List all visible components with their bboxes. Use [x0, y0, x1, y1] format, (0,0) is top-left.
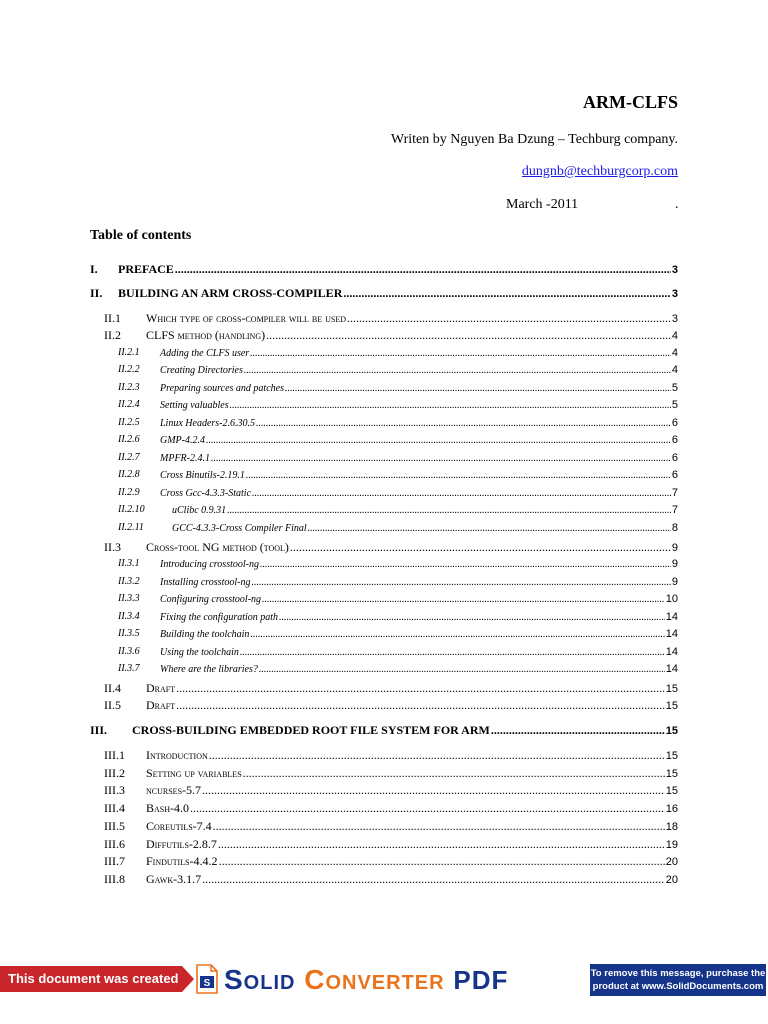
toc-entry-line: [146, 681, 678, 696]
brand-pdf: PDF: [453, 965, 509, 995]
toc-entry-line: [172, 504, 678, 516]
toc-entry[interactable]: [0, 347, 768, 365]
toc-entry-number: II.2.9: [118, 487, 140, 498]
toc-leader-dots: [256, 418, 671, 429]
toc-entry-line: [160, 558, 678, 570]
toc-leader-dots: [259, 664, 665, 675]
toc-entry-title: Introduction: [146, 748, 208, 762]
toc-entry-page: 3: [671, 288, 678, 300]
toc-leader-dots: [244, 365, 671, 376]
toc-entry[interactable]: [0, 819, 768, 837]
toc-entry-page: 9: [671, 542, 678, 554]
toc-heading: Table of contents: [90, 228, 192, 243]
created-using-label: This document was created using: [0, 966, 182, 992]
toc-entry-number: II.3.2: [118, 576, 140, 587]
toc-entry[interactable]: [0, 723, 768, 741]
toc-entry-page: 20: [665, 874, 678, 886]
toc-entry-line: [146, 328, 678, 343]
toc-entry-number: I.: [90, 262, 98, 276]
toc-leader-dots: [285, 383, 671, 394]
toc-entry[interactable]: [0, 698, 768, 716]
toc-entry-line: [132, 723, 678, 738]
toc-entry-page: 15: [665, 725, 678, 737]
toc-entry-line: [160, 628, 678, 640]
toc-leader-dots: [250, 629, 664, 640]
toc-entry-line: [146, 801, 678, 816]
toc-entry-number: II.3.3: [118, 593, 140, 604]
toc-entry[interactable]: [0, 872, 768, 890]
toc-entry[interactable]: [0, 854, 768, 872]
toc-entry-number: II.2.4: [118, 399, 140, 410]
toc-entry[interactable]: [0, 593, 768, 611]
toc-entry-page: 7: [671, 487, 678, 499]
toc-entry-page: 18: [665, 821, 678, 833]
toc-entry-title: Which type of cross-compiler will be used: [146, 311, 347, 325]
toc-leader-dots: [202, 783, 665, 798]
toc-entry-number: II.2.1: [118, 347, 140, 358]
toc-entry-page: 10: [665, 593, 678, 605]
toc-entry-title: ncurses-5.7: [146, 783, 202, 797]
toc-leader-dots: [491, 723, 665, 738]
toc-entry-number: II.1: [104, 311, 121, 325]
toc-entry[interactable]: [0, 558, 768, 576]
toc-entry-line: [160, 399, 678, 411]
toc-leader-dots: [250, 348, 671, 359]
toc-entry-title: Using the toolchain: [160, 647, 239, 658]
brand-solid: Solid: [224, 964, 296, 995]
toc-entry-number: III.3: [104, 783, 125, 797]
toc-entry-page: 6: [671, 434, 678, 446]
toc-entry-line: [146, 766, 678, 781]
toc-entry-page: 14: [665, 611, 678, 623]
toc-entry-page: 15: [665, 750, 678, 762]
author-email-link[interactable]: dungnb@techburgcorp.com: [521, 164, 678, 179]
solid-converter-logo: [224, 964, 508, 996]
document-logo-icon: [195, 964, 219, 994]
toc-entry-title: CLFS method (handling): [146, 328, 266, 342]
toc-entry-page: 6: [671, 452, 678, 464]
toc-entry-line: [160, 593, 678, 605]
toc-leader-dots: [218, 837, 665, 852]
date-trailing-dot: .: [675, 197, 679, 212]
toc-entry-page: 9: [671, 558, 678, 570]
toc-entry[interactable]: [0, 766, 768, 784]
toc-entry-number: III.8: [104, 872, 125, 886]
toc-entry-line: [172, 522, 678, 534]
toc-entry-number: III.4: [104, 801, 125, 815]
toc-entry-page: 5: [671, 399, 678, 411]
toc-entry-title: GCC-4.3.3-Cross Compiler Final: [172, 523, 307, 534]
toc-entry-line: [146, 819, 678, 834]
toc-leader-dots: [243, 766, 665, 781]
toc-leader-dots: [240, 647, 665, 658]
toc-entry-title: Creating Directories: [160, 365, 243, 376]
toc-entry-title: Draft: [146, 681, 176, 695]
toc-entry-page: 9: [671, 576, 678, 588]
toc-entry-title: Coreutils-7.4: [146, 819, 212, 833]
toc-entry[interactable]: [0, 452, 768, 470]
toc-entry[interactable]: [0, 748, 768, 766]
toc-entry-title: MPFR-2.4.1: [160, 453, 210, 464]
toc-leader-dots: [290, 540, 671, 555]
toc-entry-title: Cross Binutils-2.19.1: [160, 470, 245, 481]
toc-entry-number: III.: [90, 723, 108, 737]
toc-leader-dots: [347, 311, 671, 326]
toc-leader-dots: [206, 435, 671, 446]
toc-leader-dots: [251, 577, 670, 588]
toc-entry-line: [146, 748, 678, 763]
toc-entry-title: Fixing the configuration path: [160, 612, 279, 623]
toc-entry-page: 14: [665, 646, 678, 658]
toc-entry-number: II.2.2: [118, 364, 140, 375]
toc-entry-line: [160, 452, 678, 464]
toc-leader-dots: [175, 262, 671, 277]
toc-entry-number: II.3: [104, 540, 121, 554]
toc-entry-page: 3: [671, 264, 678, 276]
toc-entry[interactable]: [0, 417, 768, 435]
toc-leader-dots: [176, 698, 665, 713]
toc-leader-dots: [279, 612, 665, 623]
toc-leader-dots: [211, 453, 671, 464]
toc-entry-line: [146, 872, 678, 887]
toc-entry[interactable]: [0, 783, 768, 801]
toc-entry-page: 6: [671, 469, 678, 481]
toc-entry-line: [160, 469, 678, 481]
toc-entry-title: Linux Headers-2.6.30.5: [160, 418, 255, 429]
toc-entry-title: Adding the CLFS user: [160, 348, 250, 359]
toc-entry-line: [160, 364, 678, 376]
toc-entry-line: [160, 347, 678, 359]
toc-entry-page: 14: [665, 628, 678, 640]
toc-entry-number: II.2: [104, 328, 121, 342]
toc-entry-number: II.: [90, 286, 103, 300]
toc-entry-title: Cross Gcc-4.3.3-Static: [160, 488, 252, 499]
toc-entry-number: II.2.10: [118, 504, 145, 515]
toc-entry-number: III.6: [104, 837, 125, 851]
toc-entry-line: [160, 576, 678, 588]
toc-entry-title: uClibc 0.9.31: [172, 505, 227, 516]
toc-entry-number: II.2.7: [118, 452, 140, 463]
toc-entry-title: Findutils-4.4.2: [146, 854, 218, 868]
toc-entry-page: 15: [665, 683, 678, 695]
toc-entry-page: 15: [665, 768, 678, 780]
toc-entry-title: Diffutils-2.8.7: [146, 837, 217, 851]
toc-entry[interactable]: [0, 487, 768, 505]
toc-entry-title: BUILDING AN ARM CROSS-COMPILER: [118, 286, 343, 300]
toc-leader-dots: [202, 872, 665, 887]
toc-entry-title: Setting valuables: [160, 400, 229, 411]
toc-entry-page: 4: [671, 364, 678, 376]
toc-entry-page: 15: [665, 785, 678, 797]
toc-leader-dots: [176, 681, 665, 696]
toc-entry-line: [146, 854, 678, 869]
toc-entry[interactable]: [0, 262, 768, 280]
toc-entry[interactable]: [0, 328, 768, 346]
toc-entry-number: II.4: [104, 681, 121, 695]
toc-entry-number: II.2.8: [118, 469, 140, 480]
brand-converter: Converter: [304, 964, 445, 995]
toc-entry-line: [160, 487, 678, 499]
toc-entry-number: II.3.1: [118, 558, 140, 569]
toc-leader-dots: [252, 488, 671, 499]
toc-entry-page: 4: [671, 347, 678, 359]
toc-entry-line: [160, 382, 678, 394]
toc-entry[interactable]: [0, 434, 768, 452]
toc-entry-title: Configuring crosstool-ng: [160, 594, 262, 605]
toc-entry[interactable]: [0, 646, 768, 664]
toc-entry-line: [146, 698, 678, 713]
toc-entry-title: Gawk-3.1.7: [146, 872, 202, 886]
purchase-note-line2: product at www.SolidDocuments.com: [592, 981, 764, 992]
toc-entry-line: [118, 262, 678, 277]
toc-entry-line: [146, 783, 678, 798]
toc-entry[interactable]: [0, 522, 768, 540]
toc-entry-line: [160, 417, 678, 429]
toc-entry[interactable]: [0, 801, 768, 819]
converter-watermark-banner[interactable]: [0, 962, 768, 1012]
toc-entry-title: CROSS-BUILDING EMBEDDED ROOT FILE SYSTEM FOR ARM: [132, 723, 490, 737]
toc-leader-dots: [190, 801, 665, 816]
toc-leader-dots: [209, 748, 665, 763]
toc-entry[interactable]: [0, 364, 768, 382]
toc-leader-dots: [213, 819, 665, 834]
toc-leader-dots: [260, 559, 671, 570]
toc-entry-line: [146, 837, 678, 852]
toc-entry[interactable]: [0, 576, 768, 594]
toc-leader-dots: [230, 400, 671, 411]
toc-leader-dots: [308, 523, 671, 534]
toc-entry-number: II.2.6: [118, 434, 140, 445]
toc-entry[interactable]: [0, 286, 768, 304]
toc-entry-line: [160, 663, 678, 675]
toc-entry-page: 7: [671, 504, 678, 516]
toc-entry-page: 16: [665, 803, 678, 815]
toc-entry[interactable]: [0, 382, 768, 400]
toc-entry-number: II.3.7: [118, 663, 140, 674]
toc-entry-title: Cross-tool NG method (tool): [146, 540, 289, 554]
toc-entry-number: II.2.5: [118, 417, 140, 428]
toc-entry-number: II.2.11: [118, 522, 144, 533]
toc-entry-line: [160, 646, 678, 658]
toc-leader-dots: [343, 286, 671, 301]
purchase-note[interactable]: [590, 964, 766, 996]
toc-entry-title: Draft: [146, 698, 176, 712]
toc-entry[interactable]: [0, 540, 768, 558]
toc-entry-number: III.2: [104, 766, 125, 780]
toc-leader-dots: [262, 594, 665, 605]
toc-entry-title: PREFACE: [118, 262, 174, 276]
toc-entry-title: Setting up variables: [146, 766, 242, 780]
toc-entry[interactable]: [0, 663, 768, 681]
toc-entry-page: 19: [665, 839, 678, 851]
toc-entry-title: Building the toolchain: [160, 629, 250, 640]
document-date: March -2011: [506, 197, 579, 212]
document-title: ARM-CLFS: [583, 92, 678, 112]
toc-entry[interactable]: [0, 311, 768, 329]
toc-entry-number: II.3.4: [118, 611, 140, 622]
toc-entry-page: 8: [671, 522, 678, 534]
toc-entry-line: [146, 311, 678, 326]
toc-entry-title: Installing crosstool-ng: [160, 577, 251, 588]
toc-entry-page: 15: [665, 700, 678, 712]
toc-entry-line: [118, 286, 678, 301]
toc-entry-page: 20: [665, 856, 678, 868]
toc-leader-dots: [246, 470, 671, 481]
author-line: Writen by Nguyen Ba Dzung – Techburg company.: [390, 132, 678, 147]
toc-entry-page: 6: [671, 417, 678, 429]
toc-entry-title: Bash-4.0: [146, 801, 190, 815]
toc-entry-line: [146, 540, 678, 555]
toc-entry-number: III.7: [104, 854, 125, 868]
toc-entry-page: 4: [671, 330, 678, 342]
toc-entry-title: Preparing sources and patches: [160, 383, 284, 394]
toc-entry-number: II.5: [104, 698, 121, 712]
toc-entry[interactable]: [0, 681, 768, 699]
toc-entry-page: 14: [665, 663, 678, 675]
toc-entry-title: Introducing crosstool-ng: [160, 559, 259, 570]
toc-entry-line: [160, 434, 678, 446]
purchase-note-line1: To remove this message, purchase the: [590, 968, 766, 979]
arrow-icon: [182, 966, 194, 992]
toc-entry-title: Where are the libraries?: [160, 664, 258, 675]
toc-leader-dots: [227, 505, 671, 516]
toc-entry-number: II.2.3: [118, 382, 140, 393]
toc-entry[interactable]: [0, 628, 768, 646]
toc-entry[interactable]: [0, 611, 768, 629]
toc-entry-number: II.3.6: [118, 646, 140, 657]
toc-entry-title: GMP-4.2.4: [160, 435, 205, 446]
toc-entry[interactable]: [0, 469, 768, 487]
toc-entry-page: 3: [671, 313, 678, 325]
toc-entry-number: II.3.5: [118, 628, 140, 639]
toc-entry-page: 5: [671, 382, 678, 394]
svg-text:S: S: [203, 978, 211, 989]
toc-entry-number: III.5: [104, 819, 125, 833]
toc-entry[interactable]: [0, 399, 768, 417]
toc-leader-dots: [266, 328, 671, 343]
toc-entry-line: [160, 611, 678, 623]
toc-entry-number: III.1: [104, 748, 125, 762]
toc-entry[interactable]: [0, 504, 768, 522]
toc-leader-dots: [219, 854, 665, 869]
toc-entry[interactable]: [0, 837, 768, 855]
